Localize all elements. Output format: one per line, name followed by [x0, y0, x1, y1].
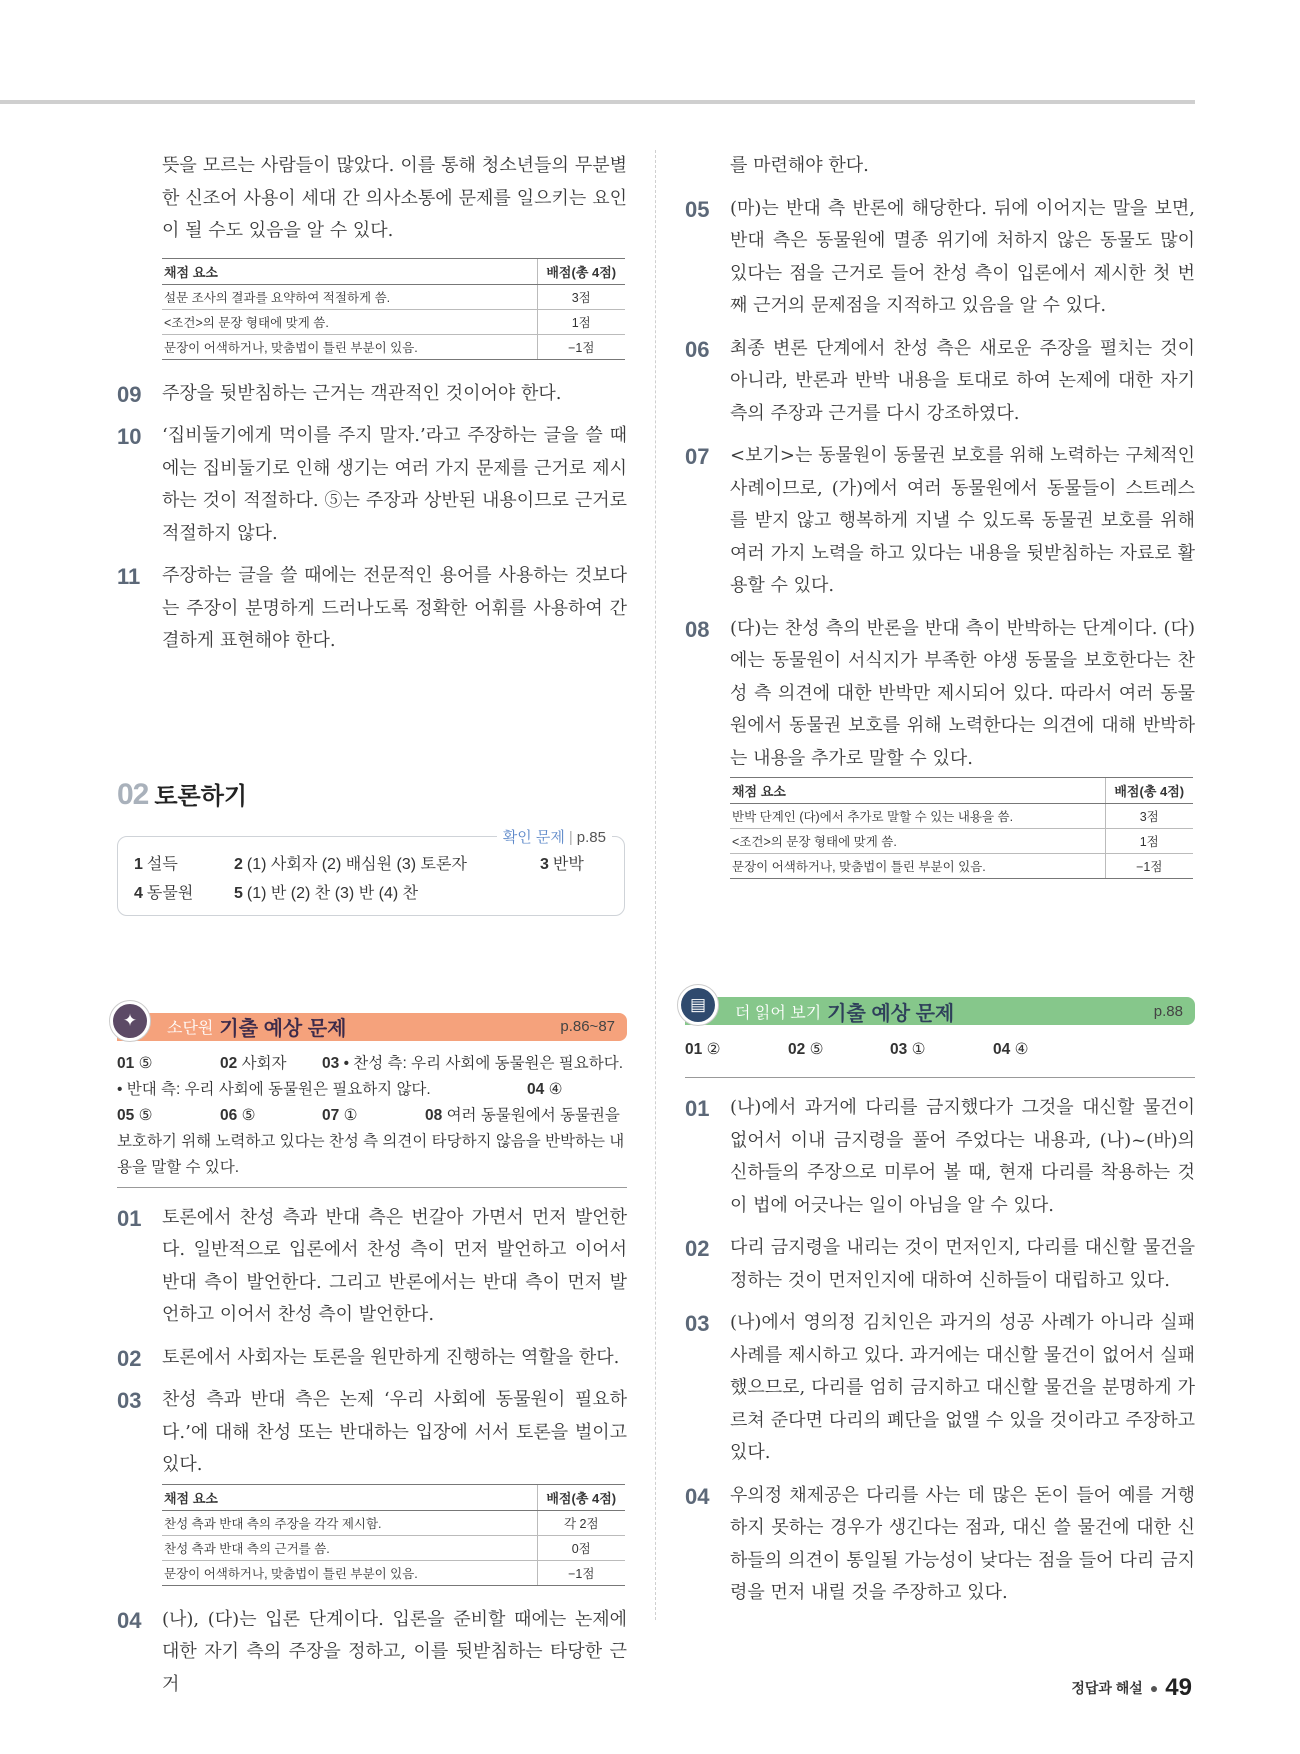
explanation-item: 04 (나), (다)는 입론 단계이다. 입론을 준비할 때에는 논제에 대한 자기 측의 주장을 정하고, 이를 뒷받침하는 타당한 근거: [117, 1607, 627, 1695]
left-column: [117, 150, 627, 1711]
table-row: <조건>의 문장 형태에 맞게 씀. 1점: [162, 309, 625, 334]
column-divider: [655, 150, 656, 1620]
footer-label: 정답과 해설: [1071, 1680, 1143, 1696]
check-answer: 4 동물원: [134, 884, 194, 902]
explanation-item: 05 (마)는 반대 측 반론에 해당한다. 뒤에 이어지는 말을 보면, 반대 측은 동물원에 멸종 위기에 처하지 않은 동물도 많이 있다는 점을 근거로 들어 찬성 측이 입론에서 제시한 첫 번째 근거의 문제점을 지적하고 있음을 알 수 있다.: [685, 196, 1195, 316]
explanation-item: 10 ‘집비둘기에게 먹이를 주지 말자.’라고 주장하는 글을 쓸 때에는 집비둘기로 인해 생기는 여러 가지 문제를 근거로 제시하는 것이 적절하다. ⑤는 주장과 상반된 내용이므로 근거로 적절하지 않다.: [117, 424, 627, 544]
section-title: 02 토론하기: [117, 777, 248, 811]
explanation-item: 11 주장하는 글을 쓸 때에는 전문적인 용어를 사용하는 것보다는 주장이 분명하게 드러나도록 정확한 어휘를 사용하여 간결하게 표현해야 한다.: [117, 564, 627, 651]
check-answer: 1 설득: [134, 855, 178, 873]
more-reading-header-bar: ▤ 더 읽어 보기 기출 예상 문제 p.88: [685, 997, 1195, 1025]
page-number: 49: [1165, 1674, 1192, 1701]
explanation-item: 07 <보기>는 동물원이 동물권 보호를 위해 노력하는 구체적인 사례이므로, (가)에서 여러 동물원에서 동물들이 스트레스를 받지 않고 행복하게 지낼 수 있도록 동물권 보호를 위해 여러 가지 노력을 하고 있다는 내용을 뒷받침하는 자료로 활용할 수 있다.: [685, 444, 1195, 596]
explanation-item: 09 주장을 뒷받침하는 근거는 객관적인 것이어야 한다.: [117, 381, 562, 407]
scoring-table: 채점 요소 배점(총 4점) 반박 단계인 (다)에서 추가로 말할 수 있는 내용을 씀. 3점 <조건>의 문장 형태에 맞게 씀. 1점 문장이 어색하거나, 맞춤법이 틀린 부분이 있음. −1점: [730, 777, 1193, 879]
check-answer: 3 반박: [540, 855, 584, 873]
table-row: 찬성 측과 반대 측의 주장을 각각 제시함. 각 2점: [162, 1510, 625, 1535]
table-row: 문장이 어색하거나, 맞춤법이 틀린 부분이 있음. −1점: [162, 334, 625, 359]
check-answer: 2 (1) 사회자 (2) 배심원 (3) 토론자: [234, 855, 467, 873]
exam-header-bar: ✦ 소단원 기출 예상 문제 p.86~87: [117, 1013, 627, 1041]
continued-text: 를 마련해야 한다.: [730, 155, 869, 176]
more-answers: 01 ② 02 ⑤ 03 ① 04 ④: [685, 1037, 1195, 1078]
lightbulb-icon: ✦: [109, 1000, 151, 1042]
scoring-table: 채점 요소 배점(총 4점) 찬성 측과 반대 측의 주장을 각각 제시함. 각 2점 찬성 측과 반대 측의 근거를 씀. 0점 문장이 어색하거나, 맞춤법이 틀린 부분이 있음. −1점: [162, 1484, 625, 1586]
table-row: 찬성 측과 반대 측의 근거를 씀. 0점: [162, 1535, 625, 1560]
explanation-item: 03 (나)에서 영의정 김치인은 과거의 성공 사례가 아니라 실패 사례를 제시하고 있다. 과거에는 대신할 물건이 없어서 실패했으므로, 다리를 엄히 금지하고 대신할 물건을 분명하게 가르쳐 준다면 다리의 폐단을 없앨 수 있을 것이라고 주장하고 있다.: [685, 1311, 1195, 1463]
check-answer: 5 (1) 반 (2) 찬 (3) 반 (4) 찬: [234, 884, 419, 902]
explanation-item: 06 최종 변론 단계에서 찬성 측은 새로운 주장을 펼치는 것이 아니라, 반론과 반박 내용을 토대로 하여 논제에 대한 자기 측의 주장과 근거를 다시 강조하였다.: [685, 336, 1195, 424]
table-row: 문장이 어색하거나, 맞춤법이 틀린 부분이 있음. −1점: [730, 854, 1193, 879]
table-row: 반박 단계인 (다)에서 추가로 말할 수 있는 내용을 씀. 3점: [730, 804, 1193, 829]
explanation-item: 08 (다)는 찬성 측의 반론을 반대 측이 반박하는 단계이다. (다)에는 동물원이 서식지가 부족한 야생 동물을 보호한다는 찬성 측 의견에 대한 반박만 제시되어 있다. 따라서 여러 동물원에서 동물권 보호를 위해 노력한다는 의견에 대해 반박하는 내용을 추가로 말할 수 있다.: [685, 616, 1195, 769]
book-icon: ▤: [677, 984, 719, 1026]
explanation-item: 03 찬성 측과 반대 측은 논제 ‘우리 사회에 동물원이 필요하다.’에 대해 찬성 또는 반대하는 입장에 서서 토론을 벌이고 있다.: [117, 1388, 627, 1475]
continued-text: 뜻을 모르는 사람들이 많았다. 이를 통해 청소년들의 무분별한 신조어 사용이 세대 간 의사소통에 문제를 일으키는 요인이 될 수도 있음을 알 수 있다.: [162, 155, 627, 241]
top-rule: [0, 100, 1195, 104]
explanation-item: 01 토론에서 찬성 측과 반대 측은 번갈아 가면서 먼저 발언한다. 일반적으로 입론에서 찬성 측이 먼저 발언하고 이어서 반대 측이 발언한다. 그리고 반론에서는 반대 측이 먼저 발언하고 이어서 찬성 측이 발언한다.: [117, 1205, 627, 1325]
check-label: 확인 문제 | p.85: [497, 826, 612, 847]
check-answers-box: [117, 828, 625, 916]
table-row: 문장이 어색하거나, 맞춤법이 틀린 부분이 있음. −1점: [162, 1560, 625, 1585]
explanation-item: 01 (나)에서 과거에 다리를 금지했다가 그것을 대신할 물건이 없어서 이내 금지령을 풀어 주었다는 내용과, (나)~(바)의 신하들의 주장으로 미루어 볼 때, 현재 다리를 착용하는 것이 법에 어긋나는 일이 아님을 알 수 있다.: [685, 1096, 1195, 1216]
right-column: [685, 150, 1195, 1620]
exam-answers: 01 ⑤ 02 사회자 03 • 찬성 측: 우리 사회에 동물원은 필요하다. • 반대 측: 우리 사회에 동물원은 필요하지 않다. 04 ④ 05 ⑤ 06 ⑤ 07 ① 08 여러 동물원에서 동물권을 보호하기 위해 노력하고 있다는 찬성 측 의견이 타당하지 않음을 반박하는 내용을 말할 수 있다.: [117, 1051, 627, 1188]
scoring-table: 채점 요소 배점(총 4점) 설문 조사의 결과를 요약하여 적절하게 씀. 3점 <조건>의 문장 형태에 맞게 씀. 1점 문장이 어색하거나, 맞춤법이 틀린 부분이 있음. −1점: [162, 258, 625, 360]
table-row: 설문 조사의 결과를 요약하여 적절하게 씀. 3점: [162, 284, 625, 309]
explanation-item: 04 우의정 채제공은 다리를 사는 데 많은 돈이 들어 예를 거행하지 못하는 경우가 생긴다는 점과, 대신 쓸 물건에 대한 신하들의 의견이 통일될 가능성이 낮다는 점을 들어 다리 금지령을 먼저 내릴 것을 주장하고 있다.: [685, 1483, 1195, 1603]
page-footer: 정답과 해설 ● 49: [1071, 1674, 1192, 1701]
explanation-item: 02 토론에서 사회자는 토론을 원만하게 진행하는 역할을 한다.: [117, 1345, 620, 1371]
explanation-item: 02 다리 금지령을 내리는 것이 먼저인지, 다리를 대신할 물건을 정하는 것이 먼저인지에 대하여 신하들이 대립하고 있다.: [685, 1236, 1195, 1291]
table-row: <조건>의 문장 형태에 맞게 씀. 1점: [730, 829, 1193, 854]
